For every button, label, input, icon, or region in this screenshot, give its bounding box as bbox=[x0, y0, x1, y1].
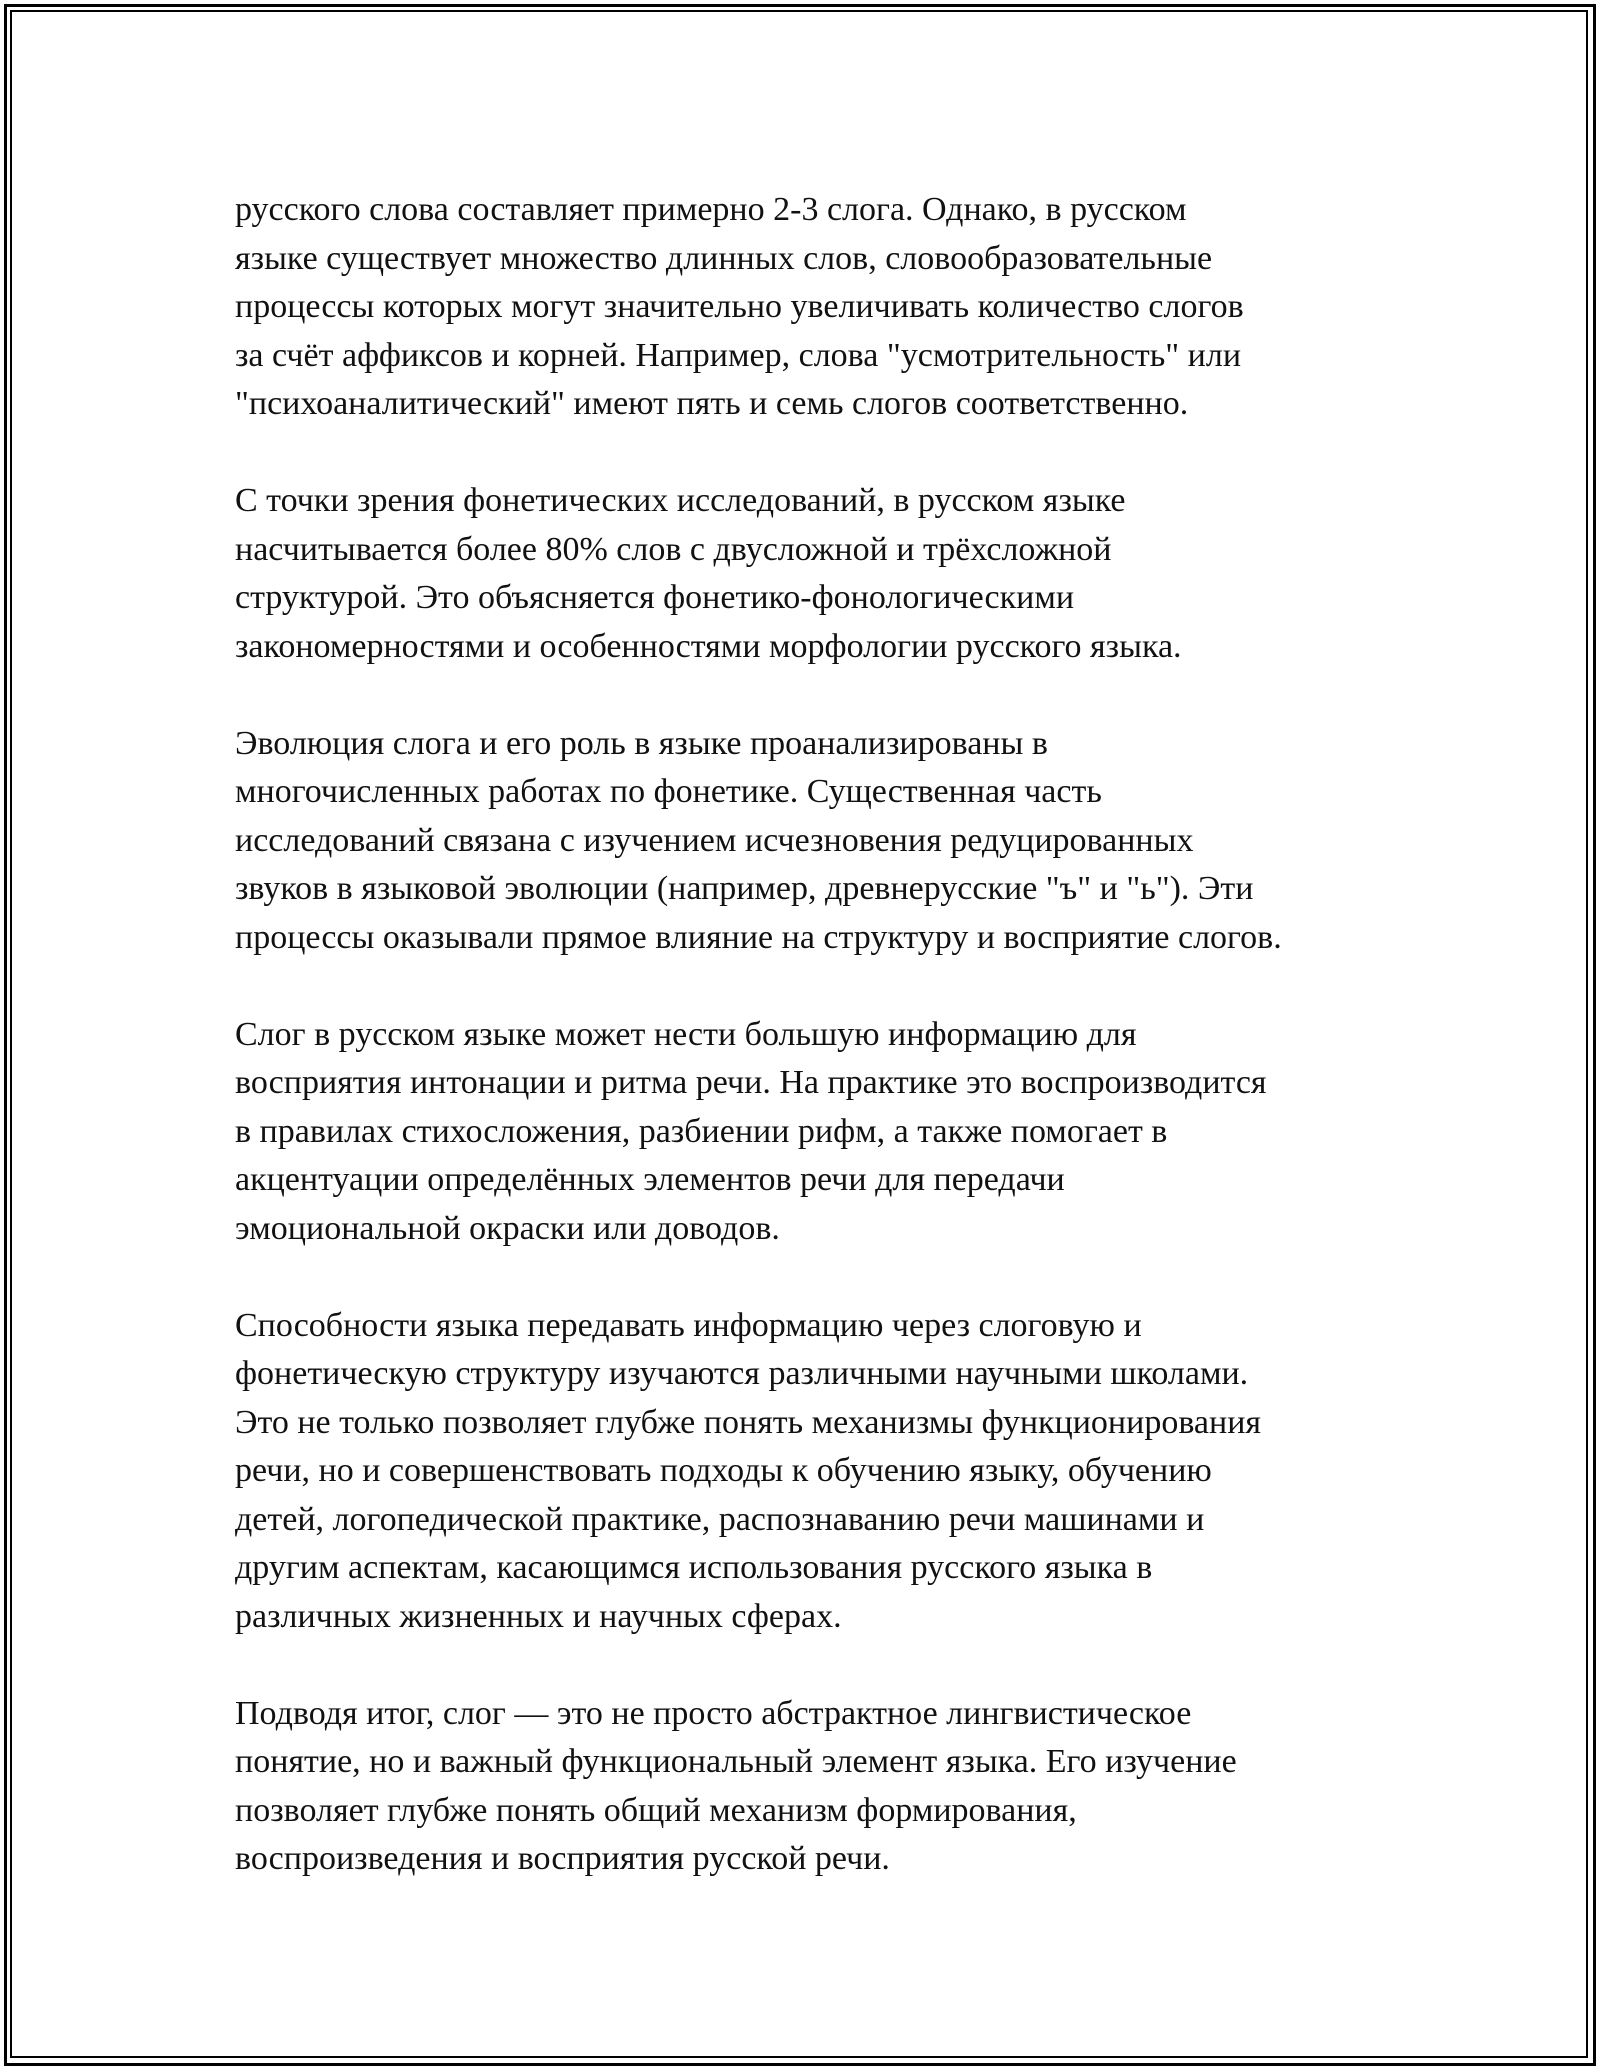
text-line: позволяет глубже понять общий механизм формирования, bbox=[235, 1791, 1077, 1829]
paragraph-3 bbox=[235, 720, 1415, 963]
paragraph-5 bbox=[235, 1302, 1415, 1642]
text-line: многочисленных работах по фонетике. Существенная часть bbox=[235, 773, 1102, 810]
text-line: восприятия интонации и ритма речи. На практике это воспроизводится bbox=[235, 1064, 1267, 1101]
text-line: языке существует множество длинных слов, словообразовательные bbox=[235, 239, 1213, 277]
text-line: процессы оказывали прямое влияние на структуру и восприятие слогов. bbox=[235, 918, 1282, 956]
text-line: за счёт аффиксов и корней. Например, слова "усмотрительность" или bbox=[235, 336, 1242, 374]
paragraph-4 bbox=[235, 1011, 1415, 1254]
text-line: Способности языка передавать информацию через слоговую и bbox=[235, 1306, 1142, 1344]
text-line: фонетическую структуру изучаются различными научными школами. bbox=[235, 1355, 1249, 1392]
paragraph-1 bbox=[235, 186, 1415, 429]
text-line: русского слова составляет примерно 2-3 слога. Однако, в русском bbox=[235, 191, 1187, 228]
text-line: С точки зрения фонетических исследований, в русском языке bbox=[235, 482, 1126, 519]
paragraph-2 bbox=[235, 477, 1415, 671]
paragraph-6 bbox=[235, 1690, 1415, 1884]
text-line: структурой. Это объясняется фонетико-фонологическими bbox=[235, 579, 1075, 616]
text-line: закономерностями и особенностями морфологии русского языка. bbox=[235, 627, 1182, 665]
text-line: Эволюция слога и его роль в языке проанализированы в bbox=[235, 724, 1048, 762]
text-line: Слог в русском языке может нести большую информацию для bbox=[235, 1015, 1137, 1053]
text-line: Подводя итог, слог — это не просто абстрактное лингвистическое bbox=[235, 1694, 1192, 1732]
document-body bbox=[235, 186, 1415, 1932]
text-line: насчитывается более 80% слов с двусложной и трёхсложной bbox=[235, 530, 1112, 568]
text-line: Это не только позволяет глубже понять механизмы функционирования bbox=[235, 1403, 1262, 1441]
text-line: акцентуации определённых элементов речи для передачи bbox=[235, 1161, 1065, 1198]
text-line: понятие, но и важный функциональный элемент языка. Его изучение bbox=[235, 1743, 1237, 1780]
text-line: речи, но и совершенствовать подходы к обучению языку, обучению bbox=[235, 1452, 1212, 1489]
text-line: "психоаналитический" имеют пять и семь слогов соответственно. bbox=[235, 385, 1189, 422]
text-line: звуков в языковой эволюции (например, древнерусские "ъ" и "ь"). Эти bbox=[235, 870, 1254, 907]
text-line: другим аспектам, касающимся использования русского языка в bbox=[235, 1549, 1153, 1586]
text-line: исследований связана с изучением исчезновения редуцированных bbox=[235, 821, 1194, 859]
text-line: воспроизведения и восприятия русской речи. bbox=[235, 1840, 890, 1877]
text-line: в правилах стихосложения, разбиении рифм, а также помогает в bbox=[235, 1112, 1168, 1150]
text-line: детей, логопедической практике, распознаванию речи машинами и bbox=[235, 1500, 1205, 1538]
text-line: эмоциональной окраски или доводов. bbox=[235, 1209, 780, 1247]
text-line: процессы которых могут значительно увеличивать количество слогов bbox=[235, 288, 1244, 325]
text-line: различных жизненных и научных сферах. bbox=[235, 1597, 842, 1635]
